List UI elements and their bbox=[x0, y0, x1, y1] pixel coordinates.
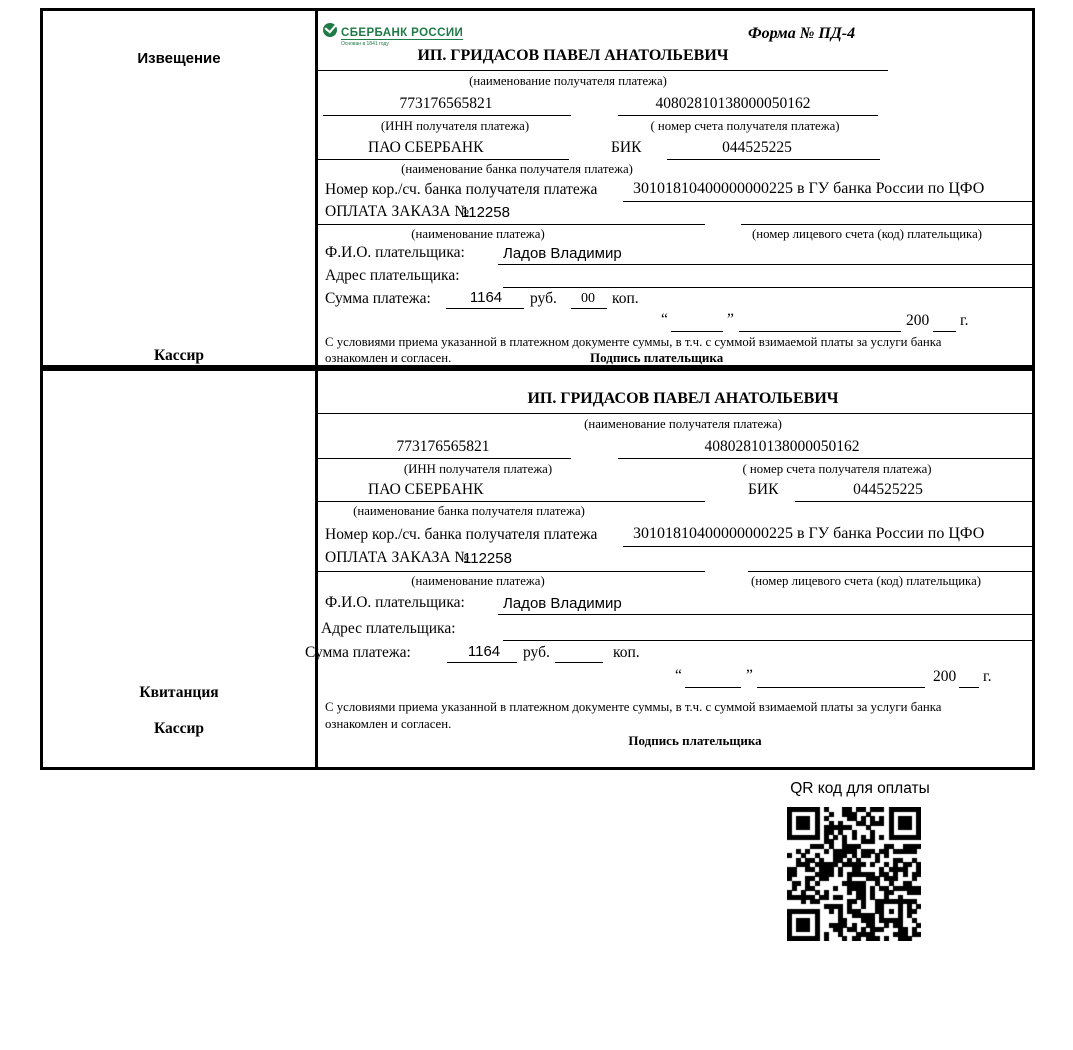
field-underline bbox=[315, 458, 571, 459]
year-suffix: г. bbox=[960, 312, 969, 329]
payer-name-value: Ладов Владимир bbox=[503, 245, 622, 262]
field-underline bbox=[959, 687, 979, 688]
amount-rub-value: 1164 bbox=[469, 289, 503, 306]
agreement-line1: С условиями приема указанной в платежном документе суммы, в т.ч. с суммой взимаемой платы за услуги банка bbox=[325, 700, 942, 714]
agreement-line2: ознакомлен и согласен. bbox=[325, 717, 452, 731]
fio-label: Ф.И.О. плательщика: bbox=[325, 244, 465, 261]
receipt-cashier-label: Кассир bbox=[153, 720, 205, 737]
quote-open: “ bbox=[661, 311, 668, 328]
recipient-name: ИП. ГРИДАСОВ ПАВЕЛ АНАТОЛЬЕВИЧ bbox=[417, 47, 729, 64]
amount-rub-value: 1164 bbox=[467, 643, 501, 660]
notice-column-divider bbox=[315, 11, 318, 365]
receipt-section bbox=[40, 368, 1035, 770]
field-underline bbox=[498, 264, 1032, 265]
field-underline bbox=[795, 501, 1032, 502]
field-underline bbox=[671, 331, 723, 332]
inn-hint: (ИНН получателя платежа) bbox=[403, 462, 553, 476]
recipient-name: ИП. ГРИДАСОВ ПАВЕЛ АНАТОЛЬЕВИЧ bbox=[527, 390, 839, 407]
bank-name-value: ПАО СБЕРБАНК bbox=[368, 481, 484, 498]
payment-purpose: ОПЛАТА ЗАКАЗА № bbox=[325, 549, 470, 566]
account-hint: ( номер счета получателя платежа) bbox=[742, 462, 932, 476]
inn-value: 773176565821 bbox=[399, 95, 493, 112]
agreement-line1: С условиями приема указанной в платежном документе суммы, в т.ч. с суммой взимаемой платы за услуги банка bbox=[325, 335, 942, 349]
address-label: Адрес плательщика: bbox=[321, 620, 456, 637]
inn-hint: (ИНН получателя платежа) bbox=[380, 119, 530, 133]
field-underline bbox=[315, 571, 705, 572]
sum-label: Сумма платежа: bbox=[325, 290, 431, 307]
payment-hint: (наименование платежа) bbox=[411, 574, 545, 588]
field-underline bbox=[315, 413, 1032, 414]
sberbank-logo-name: СБЕРБАНК РОССИИ bbox=[341, 27, 464, 39]
notice-section bbox=[40, 8, 1035, 368]
field-underline bbox=[315, 501, 705, 502]
signature-label: Подпись плательщика bbox=[628, 733, 762, 748]
field-underline bbox=[618, 458, 1032, 459]
field-underline bbox=[618, 115, 878, 116]
field-underline bbox=[315, 224, 705, 225]
field-underline bbox=[571, 308, 607, 309]
bik-value: 044525225 bbox=[853, 481, 923, 498]
field-underline bbox=[748, 571, 1032, 572]
fio-label: Ф.И.О. плательщика: bbox=[325, 594, 465, 611]
sum-label: Сумма платежа: bbox=[305, 644, 411, 661]
field-underline bbox=[741, 224, 1032, 225]
qr-code-label: QR код для оплаты bbox=[790, 780, 930, 797]
form-number: Форма № ПД-4 bbox=[748, 25, 856, 42]
field-underline bbox=[739, 331, 901, 332]
bank-hint: (наименование банка получателя платежа) bbox=[353, 504, 585, 518]
address-label: Адрес плательщика: bbox=[325, 267, 460, 284]
field-underline bbox=[757, 687, 925, 688]
quote-open: “ bbox=[675, 667, 682, 684]
inn-value: 773176565821 bbox=[396, 438, 490, 455]
notice-cashier-label: Кассир bbox=[153, 347, 205, 364]
bik-value: 044525225 bbox=[722, 139, 792, 156]
bank-hint: (наименование банка получателя платежа) bbox=[401, 162, 633, 176]
payment-purpose: ОПЛАТА ЗАКАЗА № bbox=[325, 203, 470, 220]
notice-title: Извещение bbox=[137, 50, 221, 67]
korr-value: 30101810400000000225 в ГУ банка России по ЦФО bbox=[633, 180, 985, 197]
quote-close: ” bbox=[746, 667, 753, 684]
receipt-title: Квитанция bbox=[139, 684, 219, 701]
kop-label: коп. bbox=[613, 644, 640, 661]
field-underline bbox=[503, 640, 1032, 641]
personal-account-hint: (номер лицевого счета (код) плательщика) bbox=[750, 574, 982, 588]
rub-label: руб. bbox=[523, 644, 550, 661]
kop-label: коп. bbox=[612, 290, 639, 307]
sberbank-logo-text bbox=[341, 23, 463, 47]
amount-kop-value: 00 bbox=[581, 291, 595, 306]
order-number: 112258 bbox=[463, 550, 512, 567]
korr-label: Номер кор./сч. банка получателя платежа bbox=[325, 526, 598, 543]
field-underline bbox=[498, 614, 1032, 615]
field-underline bbox=[667, 159, 880, 160]
qr-code bbox=[787, 807, 921, 941]
field-underline bbox=[933, 331, 956, 332]
field-underline bbox=[323, 115, 571, 116]
field-underline bbox=[623, 201, 1032, 202]
order-number: 112258 bbox=[461, 204, 510, 221]
account-hint: ( номер счета получателя платежа) bbox=[650, 119, 840, 133]
field-underline bbox=[555, 662, 603, 663]
rub-label: руб. bbox=[530, 290, 557, 307]
account-value: 40802810138000050162 bbox=[704, 438, 860, 455]
signature-label: Подпись плательщика bbox=[590, 350, 724, 365]
field-underline bbox=[446, 308, 524, 309]
year-suffix: г. bbox=[983, 668, 992, 685]
recipient-hint: (наименование получателя платежа) bbox=[584, 417, 782, 431]
korr-label: Номер кор./сч. банка получателя платежа bbox=[325, 181, 598, 198]
agreement-line2: ознакомлен и согласен. bbox=[325, 351, 452, 365]
receipt-column-divider bbox=[315, 371, 318, 767]
field-underline bbox=[503, 287, 1032, 288]
year-prefix: 200 bbox=[906, 312, 930, 329]
bank-name-value: ПАО СБЕРБАНК bbox=[368, 139, 484, 156]
sberbank-logo-tagline: Основан в 1841 году bbox=[341, 40, 389, 47]
account-value: 40802810138000050162 bbox=[655, 95, 811, 112]
field-underline bbox=[685, 687, 741, 688]
field-underline bbox=[447, 662, 517, 663]
bik-label: БИК bbox=[748, 481, 779, 498]
field-underline bbox=[623, 546, 1032, 547]
bik-label: БИК bbox=[611, 139, 642, 156]
recipient-hint: (наименование получателя платежа) bbox=[469, 74, 667, 88]
payer-name-value: Ладов Владимир bbox=[503, 595, 622, 612]
year-prefix: 200 bbox=[933, 668, 957, 685]
quote-close: ” bbox=[727, 311, 734, 328]
field-underline bbox=[315, 159, 569, 160]
field-underline bbox=[315, 70, 888, 71]
personal-account-hint: (номер лицевого счета (код) плательщика) bbox=[751, 227, 983, 241]
sberbank-logo bbox=[323, 23, 463, 47]
korr-value: 30101810400000000225 в ГУ банка России по ЦФО bbox=[633, 525, 985, 542]
sberbank-logo-icon bbox=[323, 23, 337, 37]
payment-hint: (наименование платежа) bbox=[411, 227, 545, 241]
